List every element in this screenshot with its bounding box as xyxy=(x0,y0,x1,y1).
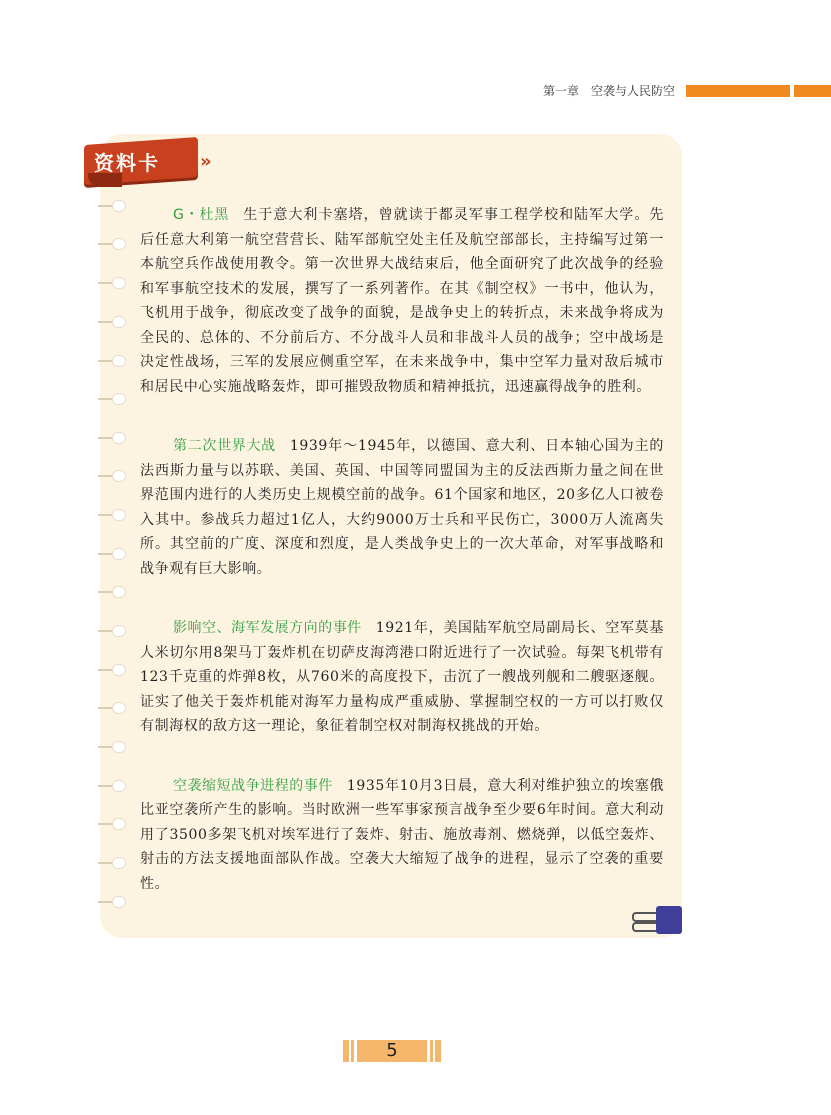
paragraph-text: 1935年10月3日晨，意大利对维护独立的埃塞俄比亚空袭所产生的影响。当时欧洲一些军事家预言战争至少要6年时间。意大利动用了3500多架飞机对埃军进行了轰炸、射击、施放毒剂、燃烧弹，以低空轰炸、射击的方法支援地面部队作战。空袭大大缩短了战争的进程，显示了空袭的重要性。 xyxy=(140,777,664,892)
paragraph-text: 1939年～1945年，以德国、意大利、日本轴心国为主的法西斯力量与以苏联、美国、英国、中国等同盟国为主的反法西斯力量之间在世界范围内进行的人类历史上规模空前的战争。61个国家和地区，20多亿人口被卷入其中。参战兵力超过1亿人，大约9000万士兵和平民伤亡，3000万人流离失所。其空前的广度、深度和烈度，是人类战争史上的一次大革命，对军事战略和战争观有巨大影响。 xyxy=(140,438,664,577)
term-heading: G・杜黑 xyxy=(173,207,230,223)
page-header xyxy=(0,82,831,102)
header-accent-bar-small xyxy=(794,85,831,97)
ring-hole xyxy=(108,316,126,328)
ring-hole xyxy=(108,548,126,560)
ring-hole xyxy=(108,277,126,289)
double-chevron-icon: » xyxy=(200,151,212,172)
ring-hole xyxy=(108,664,126,676)
page-number: 5 xyxy=(357,1040,427,1062)
info-card-tag xyxy=(84,141,216,191)
paragraph-text: 生于意大利卡塞塔，曾就读于都灵军事工程学校和陆军大学。先后任意大利第一航空营营长、陆军部航空处主任及航空部部长，主持编写过第一本航空兵作战使用教令。第一次世界大战结束后，他全面研究了此次战争的经验和军事航空技术的发展，撰写了一系列著作。在其《制空权》一书中，他认为，飞机用于战争，彻底改变了战争的面貌，是战争史上的转折点，未来战争将成为全民的、总体的、不分前后方、不分战斗人员和非战斗人员的战争；空中战场是决定性战场，三军的发展应侧重空军，在未来战争中，集中空军力量对敌后城市和居民中心实施战略轰炸，即可摧毁敌物质和精神抵抗，迅速赢得战争的胜利。 xyxy=(140,207,664,395)
paragraph-ethiopia xyxy=(140,774,664,897)
ring-hole xyxy=(108,355,126,367)
ring-hole xyxy=(108,470,126,482)
term-heading: 第二次世界大战 xyxy=(173,438,276,454)
ring-hole xyxy=(108,200,126,212)
chapter-title: 第一章 空袭与人民防空 xyxy=(542,84,675,98)
page-number-box xyxy=(343,1040,441,1062)
binder-clip-icon xyxy=(628,906,684,934)
paragraph-wwii xyxy=(140,434,664,581)
paragraph-text: 1921年，美国陆军航空局副局长、空军莫基人米切尔用8架马丁轰炸机在切萨皮海湾港口附近进行了一次试验。每架飞机带有123千克重的炸弹8枚，从760米的高度投下，击沉了一艘战列舰和二艘驱逐舰。证实了他关于轰炸机能对海军力量构成严重威胁、掌握制空权的一方可以打败仅有制海权的敌方这一理论，象征着制空权对制海权挑战的开始。 xyxy=(140,620,664,734)
ring-hole xyxy=(108,586,126,598)
ring-hole xyxy=(108,238,126,250)
ring-hole xyxy=(108,857,126,869)
term-heading: 影响空、海军发展方向的事件 xyxy=(173,620,362,636)
ring-hole xyxy=(108,432,126,444)
ring-hole xyxy=(108,509,126,521)
ring-hole xyxy=(108,702,126,714)
ring-hole xyxy=(108,896,126,908)
card-content xyxy=(140,203,664,931)
ring-hole xyxy=(108,741,126,753)
tag-label: 资料卡 xyxy=(94,151,160,175)
term-heading: 空袭缩短战争进程的事件 xyxy=(173,777,333,794)
ring-hole xyxy=(108,393,126,405)
ring-hole xyxy=(108,780,126,792)
header-accent-bar xyxy=(686,85,790,97)
paragraph-dohet xyxy=(140,203,664,399)
ring-hole xyxy=(108,625,126,637)
ring-hole xyxy=(108,818,126,830)
paragraph-mitchell xyxy=(140,616,664,739)
